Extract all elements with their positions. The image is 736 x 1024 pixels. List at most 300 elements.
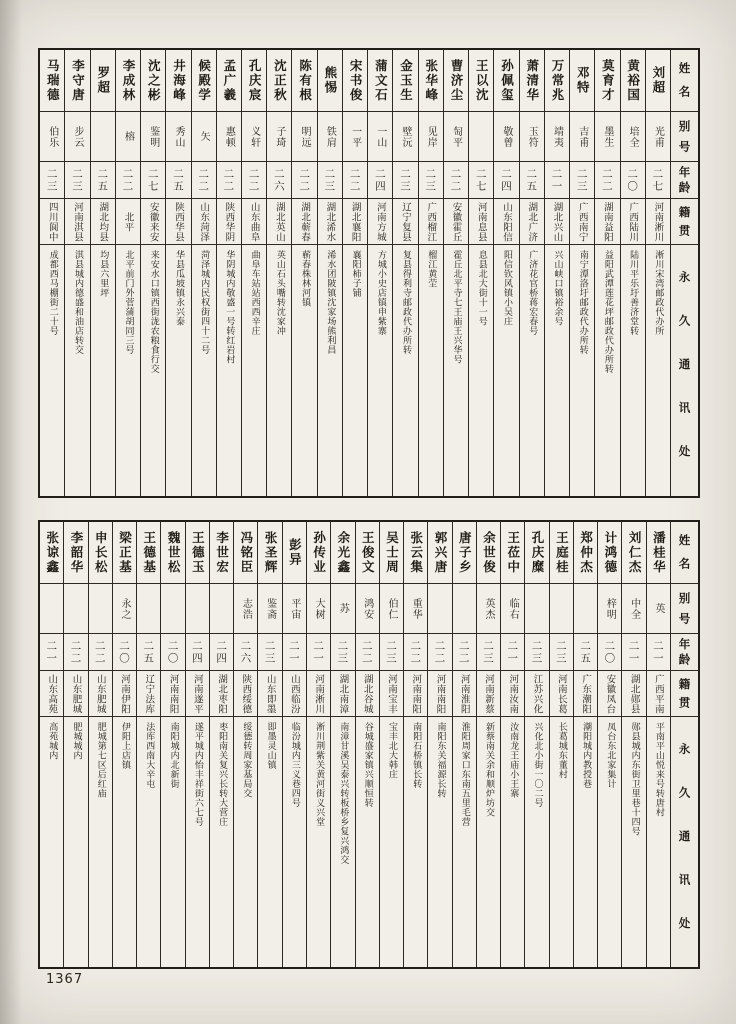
person-address: 成都西马棚街二十号 bbox=[47, 250, 58, 336]
person-native: 河南淅川 bbox=[646, 199, 670, 245]
person-alias: 秀山 bbox=[166, 112, 190, 162]
person-native: 湖北兴山 bbox=[545, 199, 569, 245]
person-name: 曹济尘 bbox=[444, 50, 468, 112]
person-alias: 匋平 bbox=[444, 112, 468, 162]
person-column bbox=[115, 50, 140, 496]
person-native: 河南长葛 bbox=[550, 671, 573, 717]
person-alias: 临右 bbox=[501, 584, 524, 634]
person-native: 湖北南漳 bbox=[331, 671, 354, 717]
person-address: 兴化北小街一〇二号 bbox=[532, 722, 543, 808]
person-alias bbox=[574, 584, 597, 634]
person-alias: 惠顿 bbox=[217, 112, 241, 162]
person-alias: 子琦 bbox=[267, 112, 291, 162]
person-column bbox=[136, 522, 160, 967]
person-native: 河南息县 bbox=[469, 199, 493, 245]
person-native: 河南宝丰 bbox=[380, 671, 403, 717]
person-native: 四川阆中 bbox=[40, 199, 64, 245]
person-age: 二五 bbox=[137, 634, 160, 671]
person-column bbox=[468, 50, 493, 496]
person-column bbox=[427, 522, 451, 967]
person-name: 彭异 bbox=[283, 522, 306, 584]
person-alias: 榕 bbox=[116, 112, 140, 162]
register-table-lower bbox=[38, 520, 700, 969]
person-alias: 吉甫 bbox=[570, 112, 594, 162]
person-alias: 鉴斋 bbox=[258, 584, 281, 634]
person-native: 河南淮阳 bbox=[453, 671, 476, 717]
person-address: 兴山峡口镇裕余号 bbox=[552, 250, 563, 326]
person-alias: 苏 bbox=[331, 584, 354, 634]
person-native: 湖北英山 bbox=[267, 199, 291, 245]
person-age: 二七 bbox=[646, 162, 670, 199]
person-address: 复县得利寺邮政代办所转 bbox=[401, 250, 412, 355]
person-name: 罗超 bbox=[91, 50, 115, 112]
person-native: 山东肥城 bbox=[64, 671, 87, 717]
person-native: 安徽来安 bbox=[141, 199, 165, 245]
person-name: 莫育才 bbox=[595, 50, 619, 112]
person-column bbox=[140, 50, 165, 496]
person-column bbox=[317, 50, 342, 496]
person-column bbox=[330, 522, 354, 967]
person-native: 山东菏泽 bbox=[192, 199, 216, 245]
person-native: 山东高苑 bbox=[40, 671, 63, 717]
person-name: 李世宏 bbox=[210, 522, 233, 584]
person-alias bbox=[469, 112, 493, 162]
person-column bbox=[573, 522, 597, 967]
person-age: 二〇 bbox=[598, 634, 621, 671]
person-alias: 英 bbox=[647, 584, 670, 634]
person-name: 井海峰 bbox=[166, 50, 190, 112]
row-header-native: 籍贯 bbox=[671, 671, 698, 717]
person-alias: 光甫 bbox=[646, 112, 670, 162]
person-native: 湖北广济 bbox=[520, 199, 544, 245]
person-age: 二四 bbox=[368, 162, 392, 199]
person-name: 王德基 bbox=[137, 522, 160, 584]
row-header-address: 永久通讯处 bbox=[677, 743, 692, 961]
person-native: 河南淇县 bbox=[65, 199, 89, 245]
person-address: 谷城盛家镇兴顺恒转 bbox=[362, 722, 373, 808]
person-address: 平南平山悦来号转唐村 bbox=[653, 722, 664, 817]
person-column bbox=[209, 522, 233, 967]
person-name: 熊惕 bbox=[318, 50, 342, 112]
person-alias: 壁沅 bbox=[393, 112, 417, 162]
person-alias bbox=[64, 584, 87, 634]
person-age: 二〇 bbox=[161, 634, 184, 671]
person-native: 湖北谷城 bbox=[356, 671, 379, 717]
person-native: 江苏兴化 bbox=[525, 671, 548, 717]
person-column bbox=[64, 50, 89, 496]
person-column bbox=[88, 522, 112, 967]
person-age: 二七 bbox=[141, 162, 165, 199]
person-alias: 中全 bbox=[622, 584, 645, 634]
person-alias: 志浩 bbox=[234, 584, 257, 634]
row-header-name: 姓名 bbox=[671, 50, 698, 112]
person-age: 二三 bbox=[419, 162, 443, 199]
person-address: 肥城城内 bbox=[71, 722, 82, 760]
person-address: 英山石头嘴转沈家冲 bbox=[274, 250, 285, 336]
person-alias: 一山 bbox=[368, 112, 392, 162]
person-name: 王俊文 bbox=[356, 522, 379, 584]
person-name: 郑仲杰 bbox=[574, 522, 597, 584]
person-column bbox=[379, 522, 403, 967]
person-native: 山东即墨 bbox=[258, 671, 281, 717]
person-column bbox=[476, 522, 500, 967]
person-column bbox=[452, 522, 476, 967]
person-column bbox=[597, 522, 621, 967]
person-name: 王庭桂 bbox=[550, 522, 573, 584]
person-age: 二二 bbox=[444, 162, 468, 199]
person-column bbox=[500, 522, 524, 967]
person-name: 陈有根 bbox=[292, 50, 316, 112]
person-native: 河南方城 bbox=[368, 199, 392, 245]
person-alias bbox=[210, 584, 233, 634]
row-header-native: 籍贯 bbox=[671, 199, 698, 245]
person-name: 张圣辉 bbox=[258, 522, 281, 584]
person-age: 二二 bbox=[64, 634, 87, 671]
person-address: 新蔡南关余和顺炉坊交 bbox=[484, 722, 495, 817]
person-alias: 鉴明 bbox=[141, 112, 165, 162]
person-address: 蕲春株林河镇 bbox=[300, 250, 311, 307]
person-age: 二一 bbox=[647, 634, 670, 671]
row-header-column bbox=[670, 522, 698, 967]
person-native: 湖南益阳 bbox=[595, 199, 619, 245]
person-column bbox=[241, 50, 266, 496]
person-native: 湖北蕲春 bbox=[292, 199, 316, 245]
person-name: 王莅中 bbox=[501, 522, 524, 584]
person-name: 李守唐 bbox=[65, 50, 89, 112]
row-header-address: 永久通讯处 bbox=[677, 271, 692, 489]
row-header-age: 年龄 bbox=[671, 162, 698, 199]
person-age: 二三 bbox=[380, 634, 403, 671]
person-name: 冯铭臣 bbox=[234, 522, 257, 584]
person-address: 来安水口镇西街泷农粮食行交 bbox=[148, 250, 159, 374]
person-address: 北平前门外菅蒲胡同三号 bbox=[123, 250, 134, 355]
person-age: 二一 bbox=[40, 634, 63, 671]
person-name: 蒲文石 bbox=[368, 50, 392, 112]
person-name: 孔庆糜 bbox=[525, 522, 548, 584]
person-address: 方城小史店镇申紫寨 bbox=[375, 250, 386, 336]
person-native: 河南汝南 bbox=[501, 671, 524, 717]
person-address: 南阳城内北新街 bbox=[168, 722, 179, 789]
person-address: 淅川宋湾邮政代办所 bbox=[653, 250, 664, 336]
person-column bbox=[282, 522, 306, 967]
person-name: 张谅鑫 bbox=[40, 522, 63, 584]
person-age: 二五 bbox=[91, 162, 115, 199]
person-native: 辽宁复县 bbox=[393, 199, 417, 245]
person-name: 李成林 bbox=[116, 50, 140, 112]
person-name: 候殿学 bbox=[192, 50, 216, 112]
person-address: 高苑城内 bbox=[47, 722, 58, 760]
person-address: 南宁潭洛圩邮政代办所转 bbox=[577, 250, 588, 355]
person-name: 萧清华 bbox=[520, 50, 544, 112]
person-name: 孟广羲 bbox=[217, 50, 241, 112]
person-alias bbox=[40, 584, 63, 634]
person-name: 万常兆 bbox=[545, 50, 569, 112]
person-name: 孔庆宸 bbox=[242, 50, 266, 112]
person-age: 二〇 bbox=[621, 162, 645, 199]
person-column bbox=[165, 50, 190, 496]
person-age: 二三 bbox=[570, 162, 594, 199]
person-name: 孙传业 bbox=[307, 522, 330, 584]
person-age: 二二 bbox=[242, 162, 266, 199]
person-column bbox=[191, 50, 216, 496]
person-age: 二五 bbox=[520, 162, 544, 199]
person-alias: 玉符 bbox=[520, 112, 544, 162]
person-name: 刘仁杰 bbox=[622, 522, 645, 584]
person-native: 河南新蔡 bbox=[477, 671, 500, 717]
person-name: 王以沈 bbox=[469, 50, 493, 112]
register-table-upper bbox=[38, 48, 700, 498]
person-column bbox=[40, 522, 63, 967]
person-address: 华阴城内敬盛一号转红岩村 bbox=[224, 250, 235, 364]
person-alias: 大树 bbox=[307, 584, 330, 634]
person-alias: 永之 bbox=[113, 584, 136, 634]
person-column bbox=[621, 522, 645, 967]
person-native: 山西临汾 bbox=[283, 671, 306, 717]
person-name: 余光鑫 bbox=[331, 522, 354, 584]
person-address: 南阳石桥镇长转 bbox=[411, 722, 422, 789]
row-header-column bbox=[670, 50, 698, 496]
person-column bbox=[620, 50, 645, 496]
person-age: 二一 bbox=[622, 634, 645, 671]
person-column bbox=[418, 50, 443, 496]
person-address: 枣阳南关复兴长转大营庄 bbox=[217, 722, 228, 827]
person-age: 二三 bbox=[393, 162, 417, 199]
person-native: 湖北均县 bbox=[91, 199, 115, 245]
person-name: 邓特 bbox=[570, 50, 594, 112]
person-alias bbox=[550, 584, 573, 634]
person-column bbox=[646, 522, 670, 967]
person-address: 绥德转周家基局交 bbox=[241, 722, 252, 798]
person-name: 吴士周 bbox=[380, 522, 403, 584]
person-age: 二三 bbox=[477, 634, 500, 671]
person-age: 二五 bbox=[166, 162, 190, 199]
person-age: 二三 bbox=[331, 634, 354, 671]
person-native: 河南南阳 bbox=[428, 671, 451, 717]
person-native: 安徽霍丘 bbox=[444, 199, 468, 245]
person-column bbox=[233, 522, 257, 967]
person-column bbox=[63, 522, 87, 967]
person-column bbox=[216, 50, 241, 496]
person-age: 二二 bbox=[404, 634, 427, 671]
person-address: 宝丰北大韩庄 bbox=[386, 722, 397, 779]
person-age: 二三 bbox=[525, 634, 548, 671]
person-alias: 平宙 bbox=[283, 584, 306, 634]
person-name: 沈正秋 bbox=[267, 50, 291, 112]
person-native: 河南遂平 bbox=[186, 671, 209, 717]
person-column bbox=[594, 50, 619, 496]
person-column bbox=[185, 522, 209, 967]
person-native: 山东曲阜 bbox=[242, 199, 266, 245]
person-alias bbox=[137, 584, 160, 634]
person-age: 二一 bbox=[545, 162, 569, 199]
person-native: 山东阳信 bbox=[494, 199, 518, 245]
person-address: 临汾城内三义巷四号 bbox=[289, 722, 300, 808]
person-native: 北平 bbox=[116, 199, 140, 245]
person-address: 南阳东关福源长转 bbox=[435, 722, 446, 798]
person-address: 淮阳周家口东南五里毛营 bbox=[459, 722, 470, 827]
person-name: 马瑞德 bbox=[40, 50, 64, 112]
person-name: 潘桂华 bbox=[647, 522, 670, 584]
person-address: 榴江黄茔 bbox=[426, 250, 437, 288]
person-age: 二二 bbox=[453, 634, 476, 671]
person-native: 湖北枣阳 bbox=[210, 671, 233, 717]
person-alias: 敬曾 bbox=[494, 112, 518, 162]
person-age: 二二 bbox=[595, 162, 619, 199]
person-name: 王德玉 bbox=[186, 522, 209, 584]
person-age: 二二 bbox=[192, 162, 216, 199]
person-alias: 步云 bbox=[65, 112, 89, 162]
person-address: 华县瓜坡镇永兴泰 bbox=[173, 250, 184, 326]
person-alias bbox=[453, 584, 476, 634]
person-native: 陕西华县 bbox=[166, 199, 190, 245]
person-alias: 墨生 bbox=[595, 112, 619, 162]
person-age: 二二 bbox=[217, 162, 241, 199]
person-name: 刘超 bbox=[646, 50, 670, 112]
person-age: 二三 bbox=[318, 162, 342, 199]
person-alias: 伯乐 bbox=[40, 112, 64, 162]
person-alias: 一平 bbox=[343, 112, 367, 162]
person-address: 伊阳上店镇 bbox=[120, 722, 131, 770]
person-name: 唐子乡 bbox=[453, 522, 476, 584]
person-address: 均县六里坪 bbox=[98, 250, 109, 298]
person-name: 孙佩玺 bbox=[494, 50, 518, 112]
person-column bbox=[90, 50, 115, 496]
person-address: 南漳甘溪吴泰兴转板桥乡复兴鸿交 bbox=[338, 722, 349, 865]
person-column bbox=[306, 522, 330, 967]
person-age: 二四 bbox=[494, 162, 518, 199]
person-column bbox=[569, 50, 594, 496]
person-native: 河南伊阳 bbox=[113, 671, 136, 717]
person-alias: 矢 bbox=[192, 112, 216, 162]
person-address: 息县北大街十一号 bbox=[476, 250, 487, 326]
row-header-alias: 别号 bbox=[671, 112, 698, 162]
person-alias: 明远 bbox=[292, 112, 316, 162]
person-address: 汝南龙王庙小王寨 bbox=[508, 722, 519, 798]
person-column bbox=[291, 50, 316, 496]
person-age: 二二 bbox=[116, 162, 140, 199]
person-age: 二二 bbox=[89, 634, 112, 671]
person-column bbox=[544, 50, 569, 496]
person-age: 二二 bbox=[343, 162, 367, 199]
person-alias bbox=[428, 584, 451, 634]
person-name: 金玉生 bbox=[393, 50, 417, 112]
person-native: 辽宁法库 bbox=[137, 671, 160, 717]
person-address: 法库西南大辛屯 bbox=[144, 722, 155, 789]
person-column bbox=[549, 522, 573, 967]
person-age: 二二 bbox=[292, 162, 316, 199]
person-alias: 培全 bbox=[621, 112, 645, 162]
person-alias: 重华 bbox=[404, 584, 427, 634]
person-alias: 铁肩 bbox=[318, 112, 342, 162]
person-age: 二六 bbox=[234, 634, 257, 671]
person-name: 余世俊 bbox=[477, 522, 500, 584]
person-address: 即墨灵山镇 bbox=[265, 722, 276, 770]
person-age: 二五 bbox=[574, 634, 597, 671]
person-column bbox=[266, 50, 291, 496]
person-native: 湖北浠水 bbox=[318, 199, 342, 245]
person-native: 河南南阳 bbox=[161, 671, 184, 717]
person-name: 郭兴唐 bbox=[428, 522, 451, 584]
person-column bbox=[160, 522, 184, 967]
person-native: 广西平南 bbox=[647, 671, 670, 717]
person-address: 襄阳柿子铺 bbox=[350, 250, 361, 298]
person-alias: 伯仁 bbox=[380, 584, 403, 634]
person-native: 安徽凤台 bbox=[598, 671, 621, 717]
person-address: 阳信钦风镇小吴庄 bbox=[501, 250, 512, 326]
person-address: 浠水团陂镇沈家场熊利昌 bbox=[325, 250, 336, 355]
person-address: 淇县城内德盛和油店转交 bbox=[73, 250, 83, 355]
person-column bbox=[367, 50, 392, 496]
person-address: 淅川荆紫关黄河街义兴堂 bbox=[314, 722, 325, 827]
person-address: 遂平城内怡丰祥街六七号 bbox=[192, 722, 203, 827]
person-name: 梁正基 bbox=[113, 522, 136, 584]
person-address: 广济花官桥蒋宏春号 bbox=[527, 250, 538, 336]
person-alias bbox=[525, 584, 548, 634]
person-name: 沈之彬 bbox=[141, 50, 165, 112]
person-alias: 义轩 bbox=[242, 112, 266, 162]
person-name: 黄裕国 bbox=[621, 50, 645, 112]
person-native: 山东肥城 bbox=[89, 671, 112, 717]
person-alias: 英杰 bbox=[477, 584, 500, 634]
person-age: 二三 bbox=[550, 634, 573, 671]
person-alias: 梓明 bbox=[598, 584, 621, 634]
person-native: 河南南阳 bbox=[404, 671, 427, 717]
person-column bbox=[403, 522, 427, 967]
person-age: 二〇 bbox=[113, 634, 136, 671]
person-address: 益阳武潭莲花坪邮政代办所转 bbox=[602, 250, 613, 374]
person-column bbox=[524, 522, 548, 967]
person-column bbox=[443, 50, 468, 496]
person-name: 李韶华 bbox=[64, 522, 87, 584]
person-column bbox=[257, 522, 281, 967]
person-age: 二三 bbox=[65, 162, 89, 199]
person-address: 肥城第七区后红庙 bbox=[95, 722, 106, 798]
person-native: 广西榴江 bbox=[419, 199, 443, 245]
person-age: 二三 bbox=[258, 634, 281, 671]
page-number: 1367 bbox=[46, 972, 84, 987]
person-address: 菏泽城内民权街四十二号 bbox=[199, 250, 210, 355]
person-column bbox=[392, 50, 417, 496]
person-column bbox=[342, 50, 367, 496]
person-native: 湖北襄阳 bbox=[343, 199, 367, 245]
person-age: 二四 bbox=[186, 634, 209, 671]
person-native: 湖北郧县 bbox=[622, 671, 645, 717]
person-column bbox=[519, 50, 544, 496]
person-age: 二三 bbox=[40, 162, 64, 199]
person-age: 二一 bbox=[501, 634, 524, 671]
person-age: 二六 bbox=[267, 162, 291, 199]
person-address: 霍丘北平寺七王庙王兴华号 bbox=[451, 250, 462, 364]
person-alias: 见岸 bbox=[419, 112, 443, 162]
person-age: 二四 bbox=[210, 634, 233, 671]
row-header-alias: 别号 bbox=[671, 584, 698, 634]
person-alias: 鸿安 bbox=[356, 584, 379, 634]
person-age: 二一 bbox=[307, 634, 330, 671]
person-address: 凤台东北家集计 bbox=[605, 722, 616, 789]
person-native: 广西陆川 bbox=[621, 199, 645, 245]
person-name: 张云集 bbox=[404, 522, 427, 584]
person-alias bbox=[91, 112, 115, 162]
person-alias bbox=[186, 584, 209, 634]
person-address: 曲阜车站站西西辛庄 bbox=[249, 250, 260, 336]
person-name: 宋书俊 bbox=[343, 50, 367, 112]
row-header-age: 年龄 bbox=[671, 634, 698, 671]
person-address: 郧县城内东街卫里巷十四号 bbox=[629, 722, 640, 836]
person-column bbox=[355, 522, 379, 967]
row-header-name: 姓名 bbox=[671, 522, 698, 584]
person-column bbox=[645, 50, 670, 496]
person-name: 魏世松 bbox=[161, 522, 184, 584]
